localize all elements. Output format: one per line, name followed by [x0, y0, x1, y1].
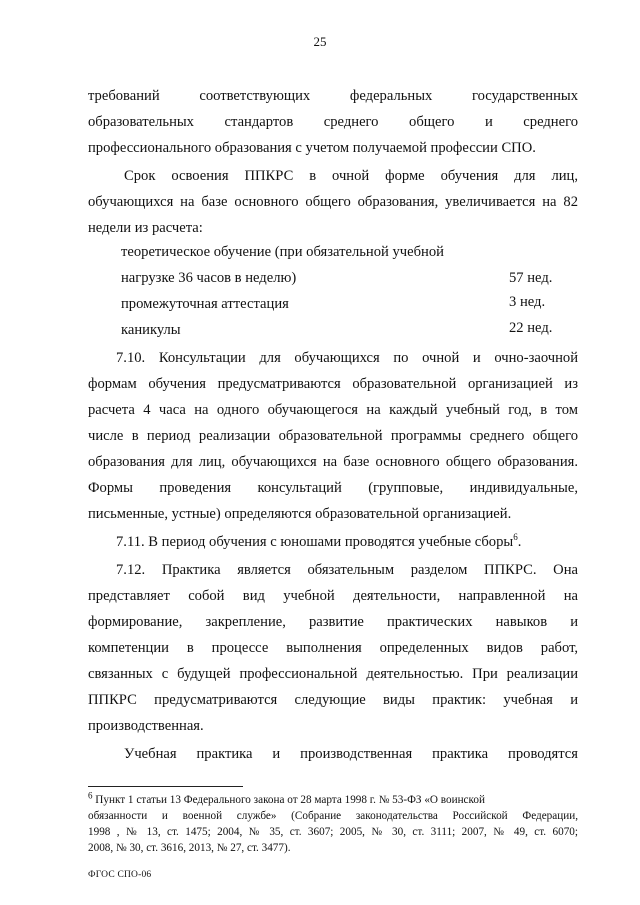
- text-line: образовательных стандартов среднего общего и среднего: [88, 114, 578, 130]
- text-span: 7.11. В период обучения с юношами проводятся учебные сборы: [116, 534, 514, 550]
- schedule-item-value: 57 нед.: [509, 270, 553, 286]
- text-line: обучающихся на базе основного общего образования, увеличивается на 82: [88, 194, 578, 210]
- text-line: связанных с будущей профессиональной деятельностью. При реализации: [88, 666, 578, 682]
- footnote-line: 2008, № 30, ст. 3616, 2013, № 27, ст. 3477).: [88, 842, 291, 854]
- page-number: 25: [313, 34, 327, 49]
- text-span: .: [517, 534, 522, 550]
- text-line: числе в период реализации образовательной программы среднего общего: [88, 428, 578, 444]
- text-line: ППКРС предусматриваются следующие виды практик: учебная и: [88, 692, 578, 708]
- footnote-marker: 6: [88, 790, 93, 801]
- text-line: профессионального образования с учетом получаемой профессии СПО.: [88, 140, 536, 156]
- text-line: производственная.: [88, 718, 204, 734]
- footnote-line: [88, 790, 485, 806]
- schedule-item-label: каникулы: [121, 322, 181, 338]
- text-line: 7.10. Консультации для обучающихся по очной и очно-заочной: [116, 350, 578, 366]
- schedule-item-value: 22 нед.: [509, 320, 553, 336]
- footnote-line: 1998 , № 13, ст. 1475; 2004, № 35, ст. 3607; 2005, № 30, ст. 3111; 2007, № 49, ст. 6070;: [88, 826, 578, 838]
- schedule-item-label: теоретическое обучение (при обязательной учебной: [121, 244, 444, 260]
- text-line: письменные, устные) определяются образовательной организацией.: [88, 506, 512, 522]
- text-line: Учебная практика и производственная практика проводятся: [124, 746, 578, 762]
- text-line: 7.12. Практика является обязательным разделом ППКРС. Она: [116, 562, 578, 578]
- footnote-separator: [88, 786, 243, 787]
- footnote-reference: 6: [513, 532, 518, 543]
- text-line: образования для лиц, обучающихся на базе основного общего образования.: [88, 454, 578, 470]
- footnote-line: обязанности и военной службе» (Собрание законодательства Российской Федерации,: [88, 810, 578, 822]
- schedule-item-label: промежуточная аттестация: [121, 296, 289, 312]
- text-line: Формы проведения консультаций (групповые, индивидуальные,: [88, 480, 578, 496]
- text-line: формам обучения предусматриваются образовательной организацией из: [88, 376, 578, 392]
- text-line: компетенции в процессе выполнения определенных видов работ,: [88, 640, 578, 656]
- text-line: недели из расчета:: [88, 220, 203, 236]
- text-line: [116, 534, 521, 551]
- text-line: Срок освоения ППКРС в очной форме обучения для лиц,: [124, 168, 578, 184]
- schedule-item-value: 3 нед.: [509, 294, 546, 310]
- text-line: представляет собой вид учебной деятельности, направленной на: [88, 588, 578, 604]
- text-line: расчета 4 часа на одного обучающегося на каждый учебный год, в том: [88, 402, 578, 418]
- text-line: требований соответствующих федеральных государственных: [88, 88, 578, 104]
- schedule-item-label: нагрузке 36 часов в неделю): [121, 270, 297, 286]
- footer-document-code: ФГОС СПО-06: [88, 870, 152, 880]
- text-line: формирование, закрепление, развитие практических навыков и: [88, 614, 578, 630]
- footnote-text: Пункт 1 статьи 13 Федерального закона от 28 марта 1998 г. № 53-ФЗ «О воинской: [92, 794, 485, 806]
